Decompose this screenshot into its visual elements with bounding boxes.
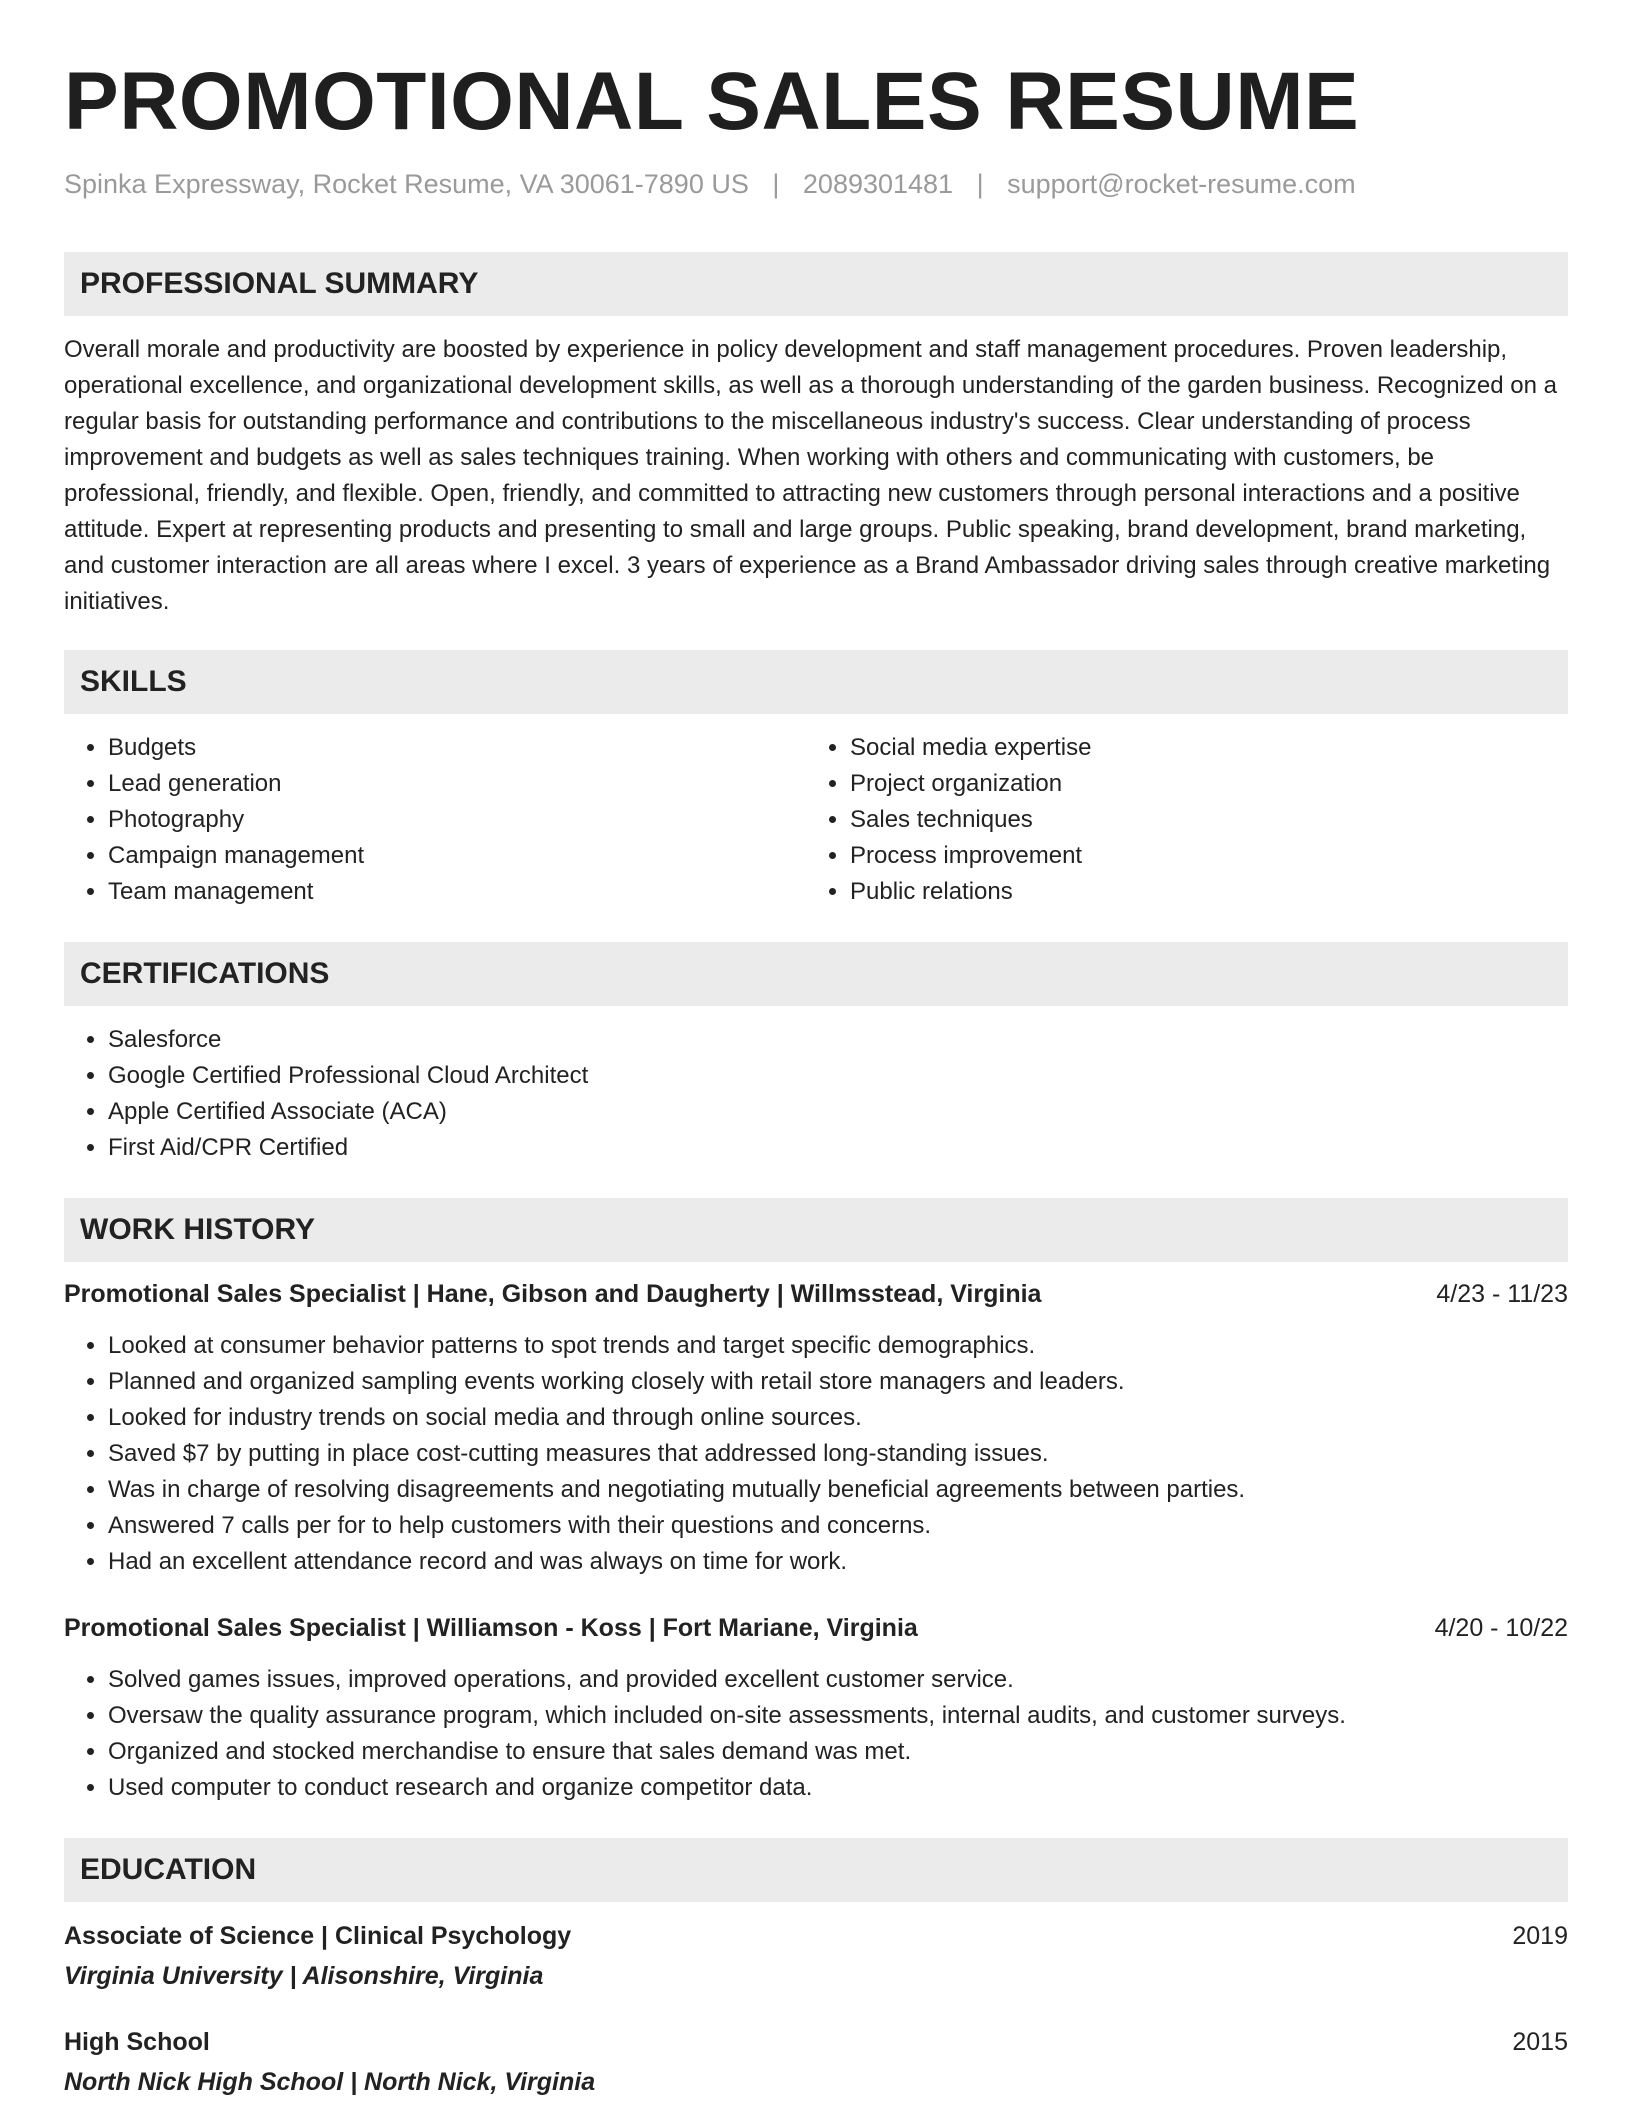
section-header-skills: SKILLS [64, 650, 1568, 714]
skill-item: • Process improvement [850, 838, 1548, 874]
education-degree: High School [64, 2028, 210, 2056]
job-bullet: • Oversaw the quality assurance program, which included on-site assessments, internal audits, and customer surveys. [108, 1698, 1568, 1734]
skill-item: • Photography [108, 802, 806, 838]
job-bullet: • Used computer to conduct research and organize competitor data. [108, 1770, 1568, 1806]
skills-column-right [806, 730, 1548, 910]
resume-title: PROMOTIONAL SALES RESUME [64, 56, 1360, 147]
job-bullet: • Looked at consumer behavior patterns to spot trends and target specific demographics. [108, 1328, 1568, 1364]
education-school: Virginia University | Alisonshire, Virginia [64, 1962, 544, 1990]
job-bullet: • Planned and organized sampling events working closely with retail store managers and leaders. [108, 1364, 1568, 1400]
certification-item: • Google Certified Professional Cloud Architect [108, 1058, 1568, 1094]
skill-item: • Public relations [850, 874, 1548, 910]
skill-item: • Project organization [850, 766, 1548, 802]
certification-item: • Apple Certified Associate (ACA) [108, 1094, 1568, 1130]
education-degree: Associate of Science | Clinical Psychology [64, 1922, 572, 1950]
job-dates: 4/20 - 10/22 [1434, 1614, 1568, 1642]
job-bullet: • Saved $7 by putting in place cost-cutting measures that addressed long-standing issues. [108, 1436, 1568, 1472]
summary-text: Overall morale and productivity are boosted by experience in policy development and staff management procedures. Proven leadership, operational excellence, and organizational development skills, as well as a thorough understanding of the garden business. Recognized on a regular basis for outstanding performance and contributions to the miscellaneous industry's success. Clear understanding of process improvement and budgets as well as sales techniques training. When working with others and communicating with customers, be professional, friendly, and flexible. Open, friendly, and committed to attracting new customers through personal interactions and a positive attitude. Expert at representing products and presenting to small and large groups. Public speaking, brand development, brand marketing, and customer interaction are all areas where I excel. 3 years of experience as a Brand Ambassador driving sales through creative marketing initiatives. [64, 336, 1557, 615]
job-bullet: • Solved games issues, improved operations, and provided excellent customer service. [108, 1662, 1568, 1698]
contact-separator: | [772, 169, 780, 199]
contact-email: support@rocket-resume.com [1007, 169, 1356, 199]
contact-address: Spinka Expressway, Rocket Resume, VA 30061-7890 US [64, 169, 749, 199]
education-year: 2015 [1512, 2028, 1568, 2056]
education-heading [64, 2024, 1568, 2060]
certification-item: • First Aid/CPR Certified [108, 1130, 1568, 1166]
skill-item: • Lead generation [108, 766, 806, 802]
job-bullet: • Organized and stocked merchandise to ensure that sales demand was met. [108, 1734, 1568, 1770]
skill-item: • Social media expertise [850, 730, 1548, 766]
contact-separator: | [976, 169, 984, 199]
skill-item: • Budgets [108, 730, 806, 766]
job-title: Promotional Sales Specialist | Hane, Gibson and Daugherty | Willmsstead, Virginia [64, 1280, 1042, 1308]
job-entry [64, 1276, 1568, 1580]
skills-grid [64, 730, 1568, 910]
education-school: North Nick High School | North Nick, Virginia [64, 2068, 596, 2096]
education-year: 2019 [1512, 1922, 1568, 1950]
job-bullets [64, 1328, 1568, 1580]
contact-line [64, 166, 1568, 202]
job-bullet: • Had an excellent attendance record and was always on time for work. [108, 1544, 1568, 1580]
certifications-list [64, 1022, 1568, 1166]
job-bullet: • Looked for industry trends on social media and through online sources. [108, 1400, 1568, 1436]
section-header-work-history: WORK HISTORY [64, 1198, 1568, 1262]
job-bullet: • Was in charge of resolving disagreements and negotiating mutually beneficial agreements between parties. [108, 1472, 1568, 1508]
education-entry [64, 1918, 1568, 1994]
education-entry [64, 2024, 1568, 2100]
job-entry [64, 1610, 1568, 1806]
skill-item: • Campaign management [108, 838, 806, 874]
job-heading [64, 1276, 1568, 1312]
section-header-education: EDUCATION [64, 1838, 1568, 1902]
skill-item: • Team management [108, 874, 806, 910]
job-bullet: • Answered 7 calls per for to help customers with their questions and concerns. [108, 1508, 1568, 1544]
contact-phone: 2089301481 [802, 169, 954, 199]
section-header-certifications: CERTIFICATIONS [64, 942, 1568, 1006]
skills-column-left [64, 730, 806, 910]
education-heading [64, 1918, 1568, 1954]
skill-item: • Sales techniques [850, 802, 1548, 838]
job-bullets [64, 1662, 1568, 1806]
job-dates: 4/23 - 11/23 [1436, 1280, 1568, 1308]
job-title: Promotional Sales Specialist | Williamson - Koss | Fort Mariane, Virginia [64, 1614, 918, 1642]
section-header-summary: PROFESSIONAL SUMMARY [64, 252, 1568, 316]
certification-item: • Salesforce [108, 1022, 1568, 1058]
job-heading [64, 1610, 1568, 1646]
